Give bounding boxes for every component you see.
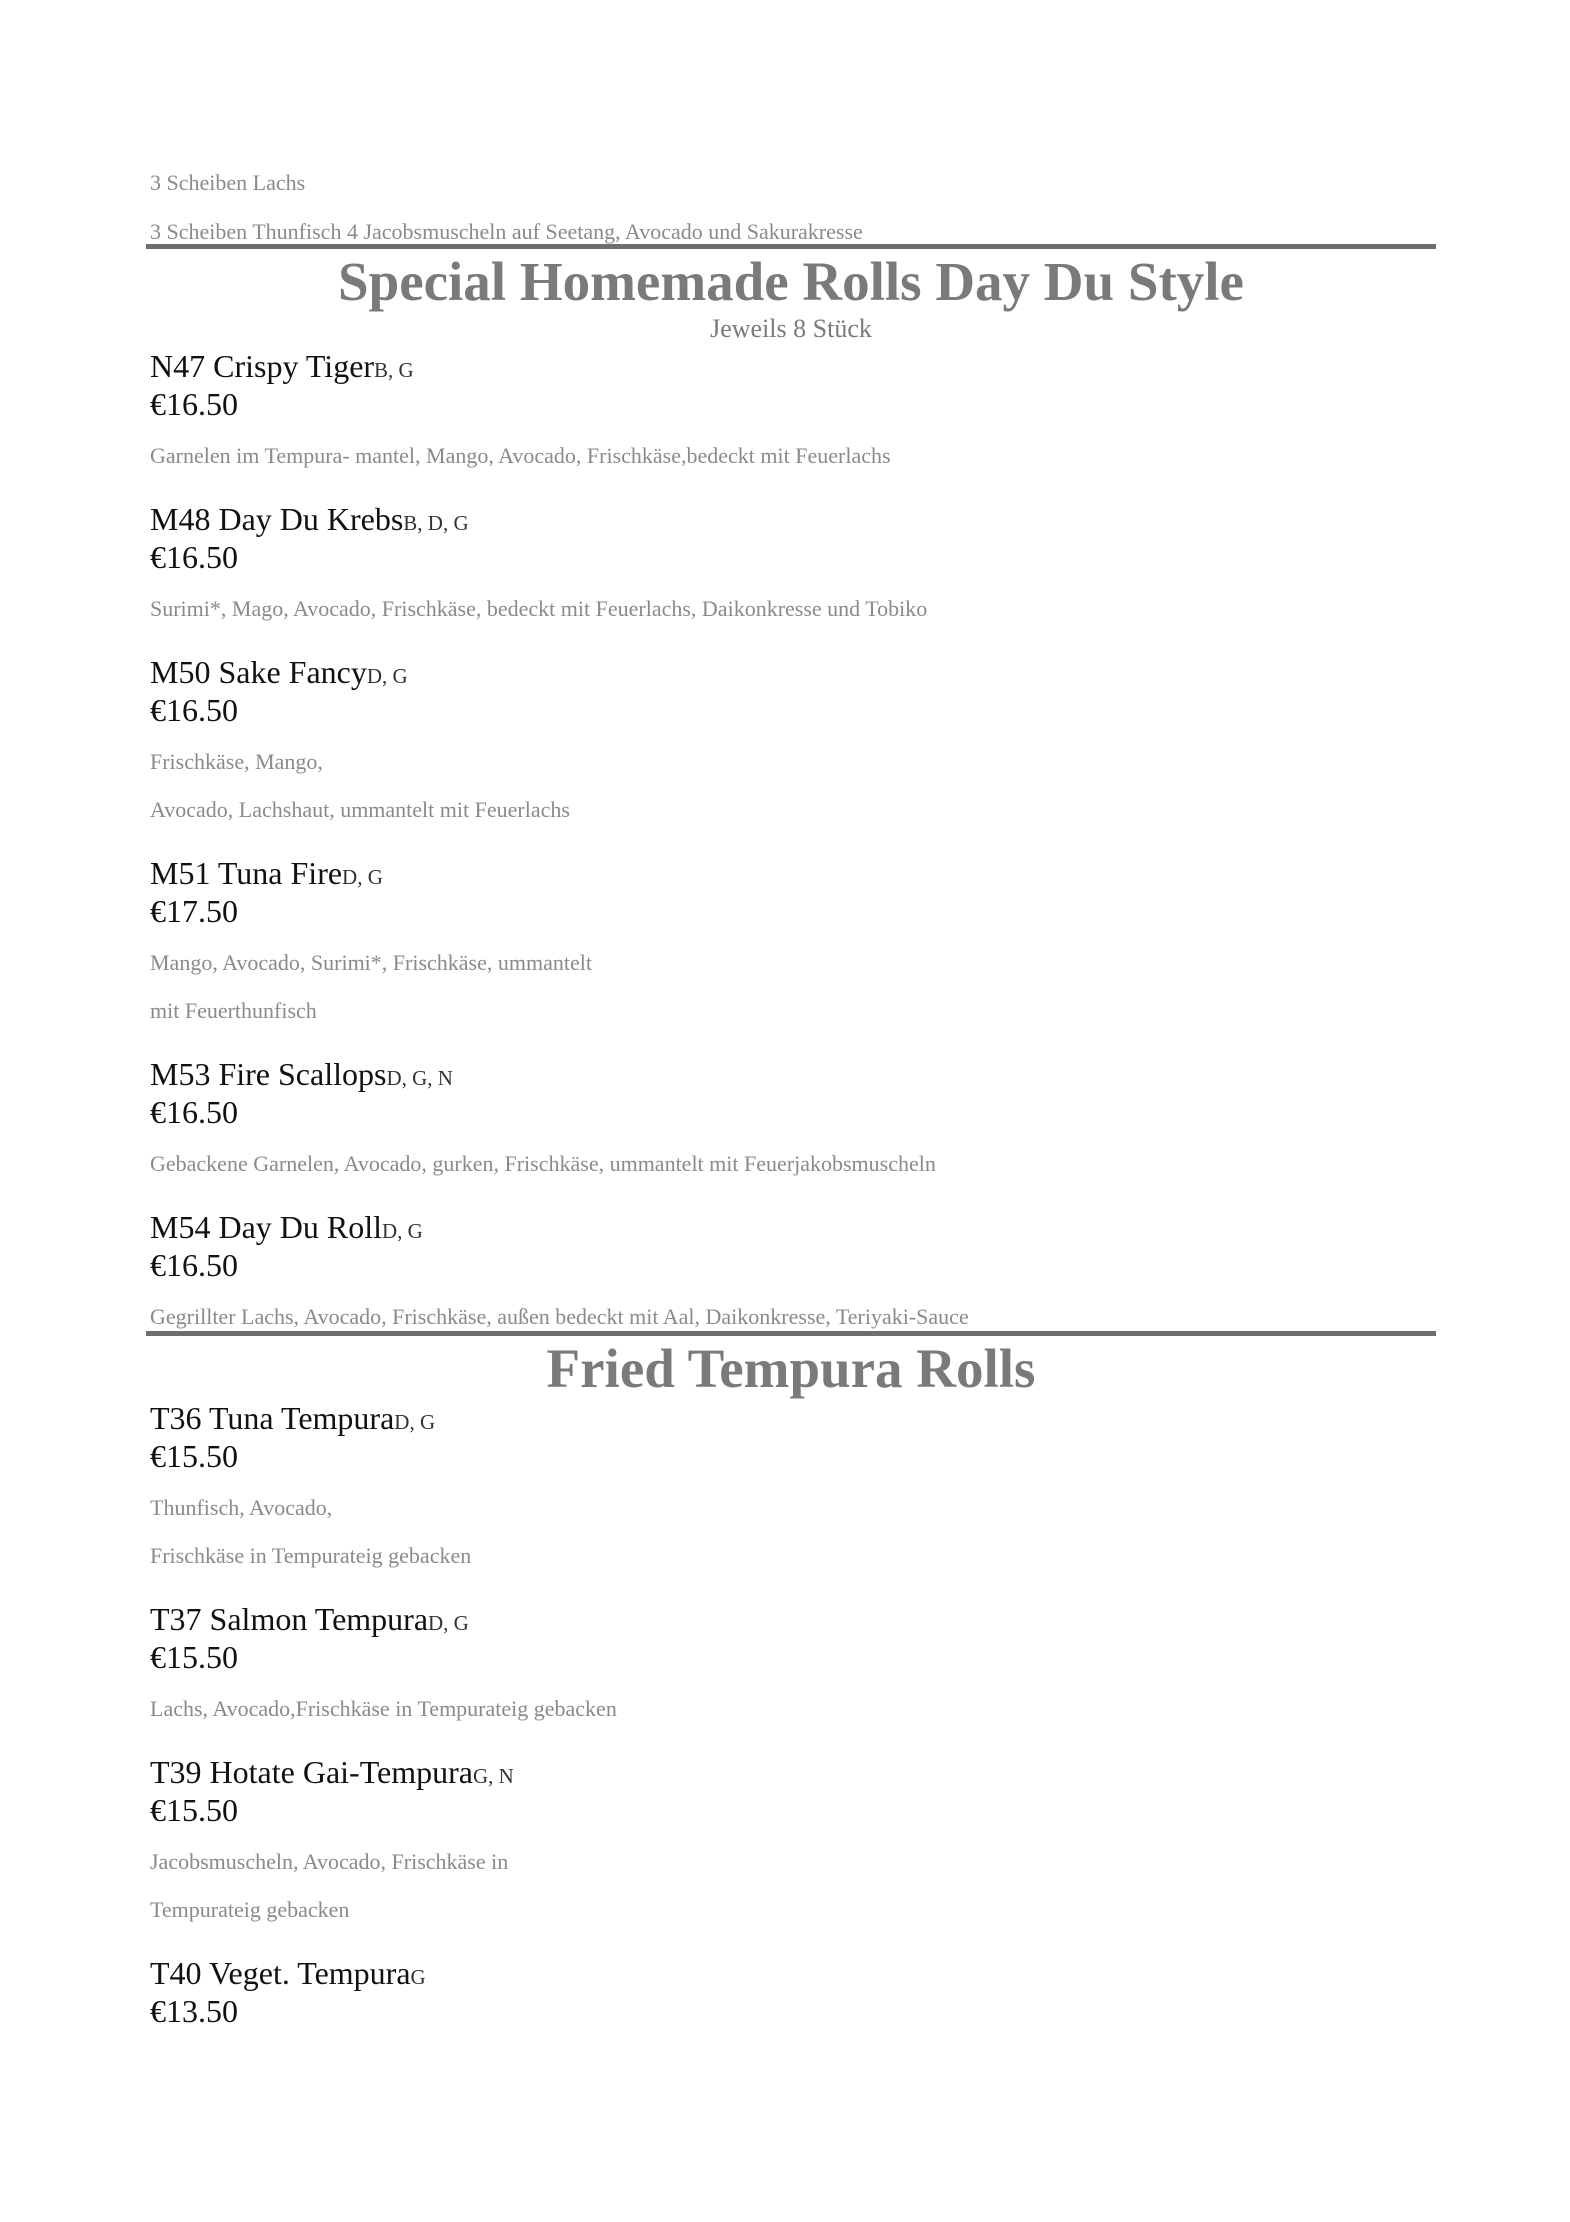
item-description-line: Gegrillter Lachs, Avocado, Frischkäse, außen bedeckt mit Aal, Daikonkresse, Teriyaki-Sauce [150, 1304, 969, 1329]
menu-item-price: €16.50 [150, 1247, 238, 1283]
menu-item-name: M53 Fire ScallopsD, G, N [150, 1056, 453, 1092]
allergen-codes: B, G [374, 358, 414, 382]
menu-item-name: T36 Tuna TempuraD, G [150, 1400, 436, 1436]
section-subtitle: Jeweils 8 Stück [710, 314, 872, 343]
menu-item-price: €16.50 [150, 539, 238, 575]
item-description-line: Frischkäse in Tempurateig gebacken [150, 1543, 472, 1568]
menu-item-name: T37 Salmon TempuraD, G [150, 1601, 469, 1637]
section-divider [146, 244, 1436, 249]
menu-item-price: €15.50 [150, 1792, 238, 1828]
item-description-line: Lachs, Avocado,Frischkäse in Tempurateig gebacken [150, 1696, 617, 1721]
menu-item-name: M50 Sake FancyD, G [150, 654, 408, 690]
item-description-line: 3 Scheiben Thunfisch 4 Jacobsmuscheln auf Seetang, Avocado und Sakurakresse [150, 219, 863, 244]
item-description-line: Avocado, Lachshaut, ummantelt mit Feuerlachs [150, 797, 570, 822]
section-divider [146, 1331, 1436, 1336]
item-description-line: Frischkäse, Mango, [150, 749, 323, 774]
allergen-codes: B, D, G [403, 511, 469, 535]
item-description-line: Mango, Avocado, Surimi*, Frischkäse, ummantelt [150, 950, 592, 975]
menu-item-price: €17.50 [150, 893, 238, 929]
allergen-codes: G, N [472, 1764, 514, 1788]
menu-item-name: N47 Crispy TigerB, G [150, 348, 414, 384]
allergen-codes: G [410, 1965, 426, 1989]
menu-item-name: T39 Hotate Gai-TempuraG, N [150, 1754, 514, 1790]
item-description-line: Garnelen im Tempura- mantel, Mango, Avocado, Frischkäse,bedeckt mit Feuerlachs [150, 443, 891, 468]
menu-item-price: €16.50 [150, 692, 238, 728]
menu-item-price: €16.50 [150, 1094, 238, 1130]
section-title: Fried Tempura Rolls [546, 1338, 1036, 1399]
allergen-codes: D, G [428, 1611, 469, 1635]
item-description-line: mit Feuerthunfisch [150, 998, 317, 1023]
allergen-codes: D, G [394, 1410, 436, 1434]
menu-item-name: T40 Veget. TempuraG [150, 1955, 426, 1991]
item-description-line: Jacobsmuscheln, Avocado, Frischkäse in [150, 1849, 509, 1874]
menu-item-price: €15.50 [150, 1438, 238, 1474]
menu-item-name: M51 Tuna FireD, G [150, 855, 383, 891]
menu-item-name: M48 Day Du KrebsB, D, G [150, 501, 469, 537]
item-description-line: Thunfisch, Avocado, [150, 1495, 333, 1520]
item-description-line: Gebackene Garnelen, Avocado, gurken, Frischkäse, ummantelt mit Feuerjakobsmuscheln [150, 1151, 936, 1176]
item-description-line: 3 Scheiben Lachs [150, 170, 306, 195]
menu-item-price: €13.50 [150, 1993, 238, 2029]
allergen-codes: D, G [382, 1219, 423, 1243]
menu-item-price: €16.50 [150, 386, 238, 422]
menu-item-price: €15.50 [150, 1639, 238, 1675]
item-description-line: Surimi*, Mago, Avocado, Frischkäse, bedeckt mit Feuerlachs, Daikonkresse und Tobiko [150, 596, 928, 621]
allergen-codes: D, G [366, 664, 408, 688]
allergen-codes: D, G, N [386, 1066, 453, 1090]
section-title: Special Homemade Rolls Day Du Style [338, 251, 1244, 312]
item-description-line: Tempurateig gebacken [150, 1897, 350, 1922]
allergen-codes: D, G [342, 865, 383, 889]
menu-item-name: M54 Day Du RollD, G [150, 1209, 423, 1245]
